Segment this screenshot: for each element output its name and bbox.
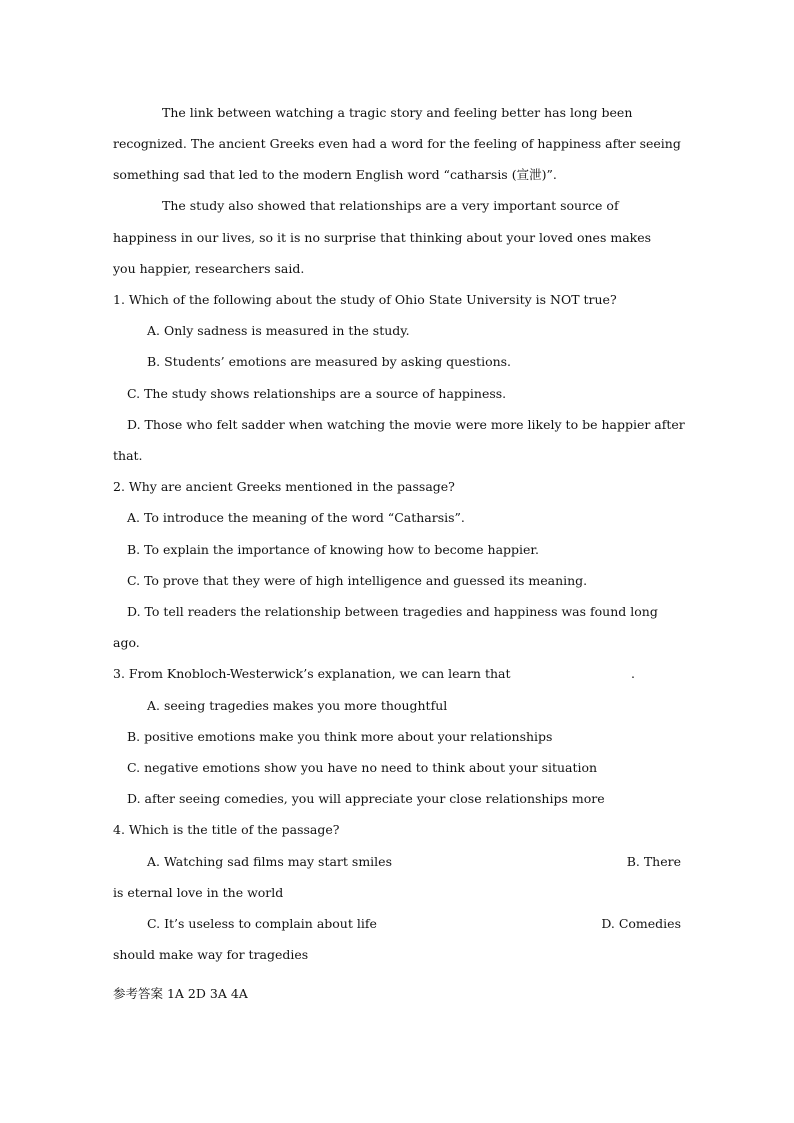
q1-option-d-line2: that. xyxy=(113,448,143,463)
q1-option-b: B. Students’ emotions are measured by asking questions. xyxy=(147,354,512,369)
q2-stem: 2. Why are ancient Greeks mentioned in the passage? xyxy=(113,479,455,494)
answer-key: 参考答案 1A 2D 3A 4A xyxy=(113,986,248,1001)
q1-option-d-line1: D. Those who felt sadder when watching the movie were more likely to be happier after xyxy=(127,417,685,432)
q1-stem: 1. Which of the following about the study of Ohio State University is NOT true? xyxy=(113,292,617,307)
q3-option-b: B. positive emotions make you think more about your relationships xyxy=(127,729,553,744)
passage-p2-line1: The study also showed that relationships are a very important source of xyxy=(162,198,619,213)
passage-p1-line2: recognized. The ancient Greeks even had a word for the feeling of happiness after seeing xyxy=(113,136,681,151)
passage-p1-line3: something sad that led to the modern English word “catharsis (宣泄)”. xyxy=(113,167,557,182)
q2-option-d-line1: D. To tell readers the relationship between tragedies and happiness was found long xyxy=(127,604,658,619)
q4-option-b-line1: B. There xyxy=(626,854,681,869)
q2-option-a: A. To introduce the meaning of the word “Catharsis”. xyxy=(127,510,465,525)
q4-option-a: A. Watching sad films may start smiles xyxy=(147,854,392,869)
q4-option-b-line2: is eternal love in the world xyxy=(113,885,284,900)
q2-option-d-line2: ago. xyxy=(113,635,140,650)
q2-option-c: C. To prove that they were of high intelligence and guessed its meaning. xyxy=(127,573,588,588)
q4-option-d-line2: should make way for tragedies xyxy=(113,947,309,962)
q1-option-a: A. Only sadness is measured in the study. xyxy=(147,323,410,338)
q4-option-c: C. It’s useless to complain about life xyxy=(147,916,377,931)
q2-option-b: B. To explain the importance of knowing how to become happier. xyxy=(127,542,540,557)
passage-p2-line2: happiness in our lives, so it is no surprise that thinking about your loved ones makes xyxy=(113,230,652,245)
q3-option-a: A. seeing tragedies makes you more thoughtful xyxy=(147,698,448,713)
q3-stem: 3. From Knobloch-Westerwick’s explanation, we can learn that xyxy=(113,666,511,681)
q4-stem: 4. Which is the title of the passage? xyxy=(113,822,340,837)
q3-option-c: C. negative emotions show you have no need to think about your situation xyxy=(127,760,598,775)
q1-option-c: C. The study shows relationships are a source of happiness. xyxy=(127,386,507,401)
q4-option-d-line1: D. Comedies xyxy=(601,916,681,931)
passage-p2-line3: you happier, researchers said. xyxy=(113,261,305,276)
passage-p1-line1: The link between watching a tragic story and feeling better has long been xyxy=(162,105,633,120)
q3-option-d: D. after seeing comedies, you will appreciate your close relationships more xyxy=(127,791,605,806)
q3-blank-end: . xyxy=(631,666,635,681)
